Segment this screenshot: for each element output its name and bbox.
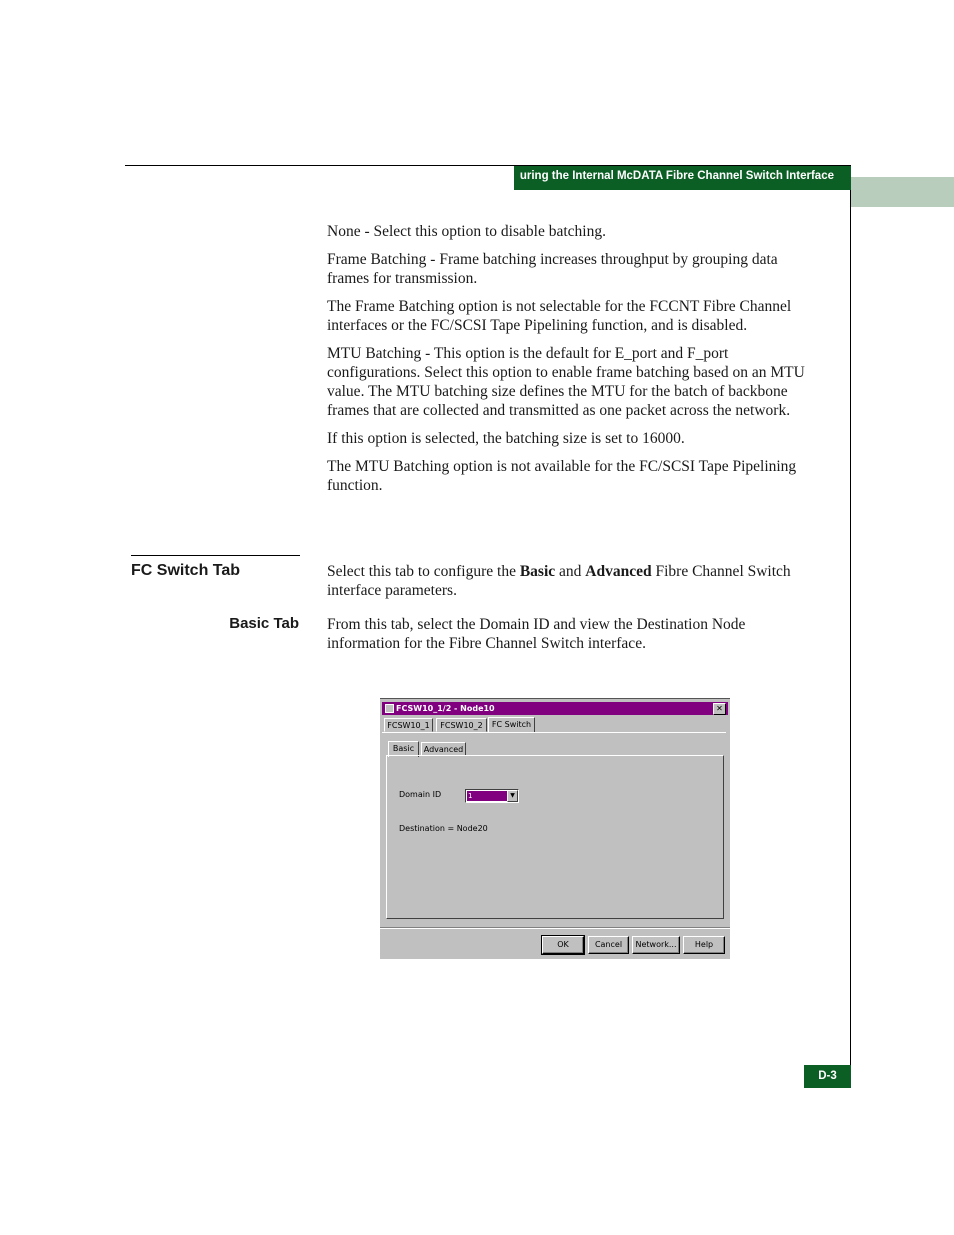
side-thumb-tab <box>851 177 954 207</box>
dialog-title: FCSW10_1/2 - Node10 <box>396 704 495 713</box>
domain-id-value: 1 <box>467 791 508 801</box>
tab-fcsw10-2[interactable]: FCSW10_2 <box>436 718 487 732</box>
button-separator <box>380 927 730 929</box>
network-button[interactable]: Network... <box>632 936 680 954</box>
paragraph: If this option is selected, the batching size is set to 16000. <box>327 430 685 447</box>
paragraph: MTU Batching - This option is the default for E_port and F_port configurations. Select this option to enable frame batching based on an MTU value. The MTU batching size defines the MTU for the batch of backbone frames that are collected and transmitted as one packet across the network. <box>327 345 805 419</box>
section-paragraph <box>327 562 805 600</box>
bold-term-basic: Basic <box>519 563 556 580</box>
section-heading: FC Switch Tab <box>131 562 241 579</box>
running-header-title: uring the Internal McDATA Fibre Channel Switch Interface <box>519 170 834 182</box>
cancel-button[interactable]: Cancel <box>588 936 629 954</box>
text-run: and <box>555 563 586 580</box>
page-side-rule <box>850 190 851 1088</box>
text-run: Fibre Channel Switch interface parameters. <box>327 563 791 599</box>
tab-fcsw10-1[interactable]: FCSW10_1 <box>384 718 433 732</box>
ok-button[interactable]: OK <box>542 936 584 954</box>
paragraph: Frame Batching - Frame batching increases throughput by grouping data frames for transmission. <box>327 251 778 287</box>
subsection-paragraph: From this tab, select the Domain ID and view the Destination Node information for the Fibre Channel Switch interface. <box>327 616 746 652</box>
paragraph: The Frame Batching option is not selectable for the FCCNT Fibre Channel interfaces or the FC/SCSI Tape Pipelining function, and is disabled. <box>327 298 792 334</box>
domain-id-label: Domain ID <box>399 790 442 799</box>
help-button[interactable]: Help <box>683 936 725 954</box>
basic-pane <box>386 755 724 919</box>
subtab-advanced[interactable]: Advanced <box>421 742 466 756</box>
app-icon <box>385 704 394 713</box>
destination-node-text: Destination = Node20 <box>399 824 488 833</box>
text-run: Select this tab to configure the <box>327 563 520 580</box>
intro-text <box>327 222 805 504</box>
domain-id-select[interactable] <box>465 789 519 803</box>
dialog-title-bar <box>382 702 728 715</box>
chevron-down-icon[interactable]: ▼ <box>507 790 518 802</box>
dialog-screenshot <box>380 698 730 959</box>
page-number: D-3 <box>804 1065 851 1088</box>
tab-fc-switch[interactable]: FC Switch <box>488 717 535 733</box>
subtab-basic[interactable]: Basic <box>388 741 419 757</box>
close-icon[interactable]: ✕ <box>713 703 726 715</box>
bold-term-advanced: Advanced <box>585 563 652 580</box>
subsection-heading: Basic Tab <box>229 615 299 632</box>
paragraph: The MTU Batching option is not available for the FC/SCSI Tape Pipelining function. <box>327 458 797 494</box>
paragraph: None - Select this option to disable batching. <box>327 223 606 240</box>
running-header <box>514 166 851 190</box>
section-rule <box>131 555 300 556</box>
